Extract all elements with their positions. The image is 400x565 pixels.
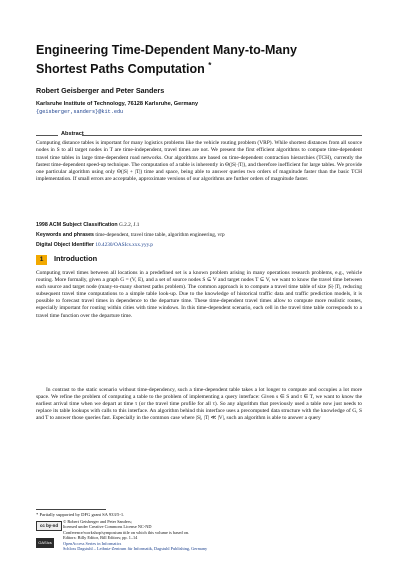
intro-paragraph-1: Computing travel times between all locations in a predefined set is a known problem arising in many operations research problems, e.g., vehicle routing. More formally, given a graph G = (V, E), and a set of source nodes S ⊆ V and target nodes T ⊆ V, we want to know the travel time between each source and target node (many-to-many shortest paths problem). The common approach is to compute a travel time table of size |S|·|T|, reducing subsequent travel time computations to a simple table look-up. Due to the knowledge of historical traffic data and traffic prediction models, it is possible to forecast travel times in dependence to the departure time. These time-dependent travel times allow to compute more realistic routes, especially important for routing within cities with time windows. In this time-dependent scenario, each cell in the travel time table corresponds to a travel time function over the departure time. [36,270,362,319]
title-line-1: Engineering Time-Dependent Many-to-Many [36,43,297,57]
acm-label: 1998 ACM Subject Classification [36,222,118,228]
author-list: Robert Geisberger and Peter Sanders [36,86,165,95]
keywords-label: Keywords and phrases [36,232,94,238]
license-line-1: © Robert Geisberger and Peter Sanders; [63,519,132,524]
footnote-text: * Partially supported by DFG grant SA 933/5-1. [36,512,125,517]
section-number-badge: 1 [36,255,47,265]
license-line-6: Schloss Dagstuhl – Leibniz-Zentrum für Informatik, Dagstuhl Publishing, Germany [63,546,208,552]
keywords [36,232,225,238]
abstract-rule-right [82,135,362,136]
creative-commons-icon: cc by-nd [36,521,62,531]
license-line-4: Editors: Billy Editor, Bill Editors; pp. 1–14 [63,535,138,541]
section-title: Introduction [54,254,98,263]
footnote-rule [36,509,106,510]
section-heading-introduction [36,254,97,265]
paper-title [36,42,336,77]
author-email[interactable]: {geisberger,sanders}@kit.edu [36,109,124,115]
doi-link[interactable]: 10.4230/OASIcs.xxx.yyy.p [95,242,153,248]
title-line-2: Shortest Paths Computation [36,62,205,77]
abstract-text: Computing distance tables is important for many logistics problems like the vehicle routing problem (VRP). While shortest distances from all source nodes in S to all target nodes in T are time-independent, travel times are not. We present the first efficient algorithms to compute time-dependent travel time tables in large time-dependent road networks. Our algorithms are based on time-dependent contraction hierarchies (TCH), currently the fastest time-dependent speed-up technique. The computation of a table is inherently in Θ(|S|·|T|), and therefore inefficient for large tables. We provide one particular algorithm using only Θ(|S| + |T|) time and space, being able to answer queries two orders of magnitude faster than the basic TCH implementation. If small errors are acceptable, approximate versions of our algorithms are further orders of magnitude faster. [36,140,362,183]
intro-paragraph-2: In contrast to the static scenario without time-dependency, such a time-dependent table takes a lot longer to compute and occupies a lot more space. We refine the problem of computing a table to the problem of implementing a query interface: Given s ∈ S and t ∈ T, we want to know the earliest arrival time when we depart at time τ (or the travel time profile for all τ). So any algorithm that previously used a table now just needs to replace its table lookups with calls to this interface. An algorithm behind this interface uses a precomputed data structure with the knowledge of G, S and T to answer those queries fast. Especially in the common case where |S|, |T| ≪ |V|, such an algorithm is able to answer a query [36,387,362,422]
license-line-3: Conference/workshop/symposium title on which this volume is based on. [63,529,190,535]
abstract-rule-left [36,135,58,136]
license-line-2: licensed under Creative Commons License NC-ND [63,524,152,530]
doi-label: Digital Object Identifier [36,242,94,248]
abstract-heading: Abstract [61,131,84,137]
license-line-5: OpenAccess Series in Informatics [63,540,122,546]
license-block [63,519,363,551]
title-footnote-mark: * [208,61,212,70]
doi [36,242,153,248]
affiliation: Karlsruhe Institute of Technology, 76128 Karlsruhe, Germany [36,101,199,107]
acm-value: G.2.2, J.1 [118,222,140,228]
keywords-value: time-dependent, travel time table, algorithm engineering, vrp [95,232,225,238]
publisher-logo-icon: OASIcs [36,538,54,548]
acm-classification [36,222,139,228]
